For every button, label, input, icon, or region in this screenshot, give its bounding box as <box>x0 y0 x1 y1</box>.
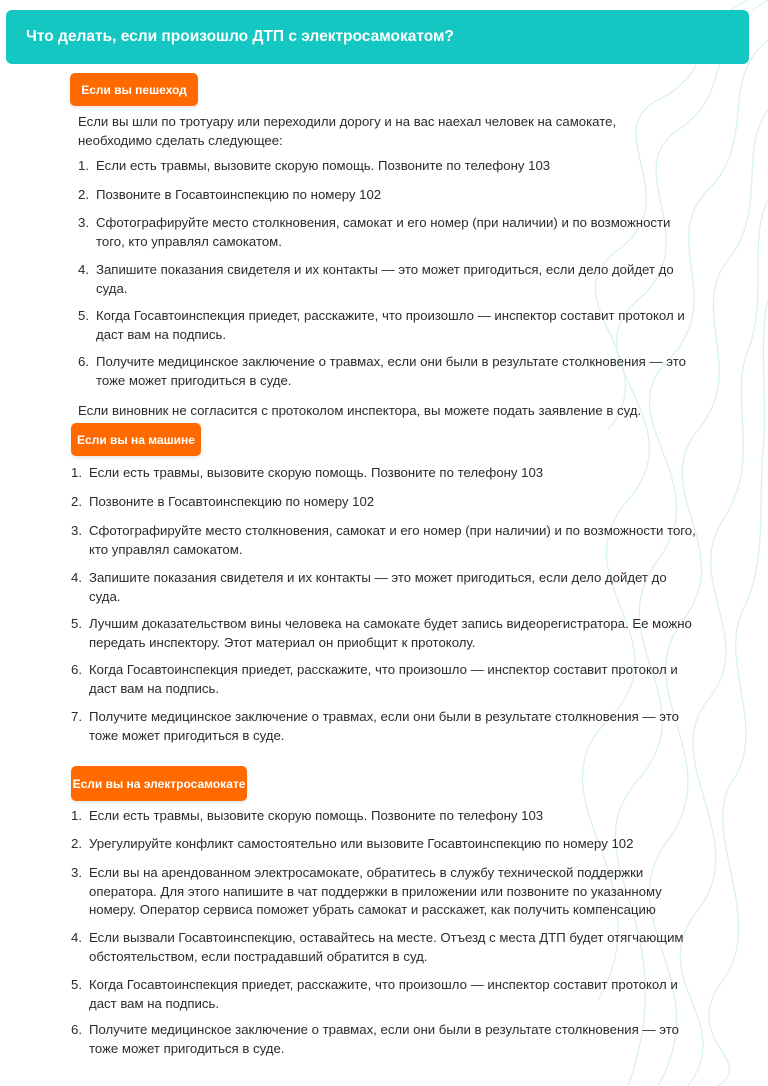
list-number: 1. <box>78 158 89 173</box>
list-number: 4. <box>71 930 82 945</box>
list-item: 7. Получите медицинское заключение о травмах, если они были в результате столкновения — это тоже может пригодиться в суде. <box>71 708 696 745</box>
list-item: 1. Если есть травмы, вызовите скорую помощь. Позвоните по телефону 103 <box>71 464 696 483</box>
tab-escooter: Если вы на электросамокате <box>71 766 247 801</box>
list-number: 6. <box>71 662 82 677</box>
list-number: 5. <box>71 616 82 631</box>
page-title: Что делать, если произошло ДТП с электросамокатом? <box>26 28 454 45</box>
list-item: 4. Запишите показания свидетеля и их контакты — это может пригодиться, если дело дойдет до суда. <box>71 569 696 606</box>
list-item: 4. Если вызвали Госавтоинспекцию, оставайтесь на месте. Отъезд с места ДТП будет отягчающим обстоятельством, если пострадавший обратится в суд. <box>71 929 696 966</box>
list-number: 6. <box>78 354 89 369</box>
list-item: 5. Лучшим доказательством вины человека на самокате будет запись видеорегистратора. Ее можно передать инспектору. Этот материал он приобщит к протоколу. <box>71 615 696 652</box>
tab-car: Если вы на машине <box>71 423 201 456</box>
list-number: 2. <box>71 836 82 851</box>
list-number: 4. <box>78 262 89 277</box>
list-item: 1. Если есть травмы, вызовите скорую помощь. Позвоните по телефону 103 <box>78 157 698 176</box>
list-item: 2. Позвоните в Госавтоинспекцию по номеру 102 <box>78 186 698 205</box>
tab-pedestrian: Если вы пешеход <box>70 73 198 106</box>
list-number: 1. <box>71 808 82 823</box>
list-item: 6. Получите медицинское заключение о травмах, если они были в результате столкновения — это тоже может пригодиться в суде. <box>71 1021 696 1058</box>
list-number: 2. <box>71 494 82 509</box>
list-number: 5. <box>78 308 89 323</box>
list-item: 3. Если вы на арендованном электросамокате, обратитесь в службу технической поддержки оператора. Для этого напишите в чат поддержки в приложении или позвоните по указанному номеру. Оператор сервиса поможет убрать самокат и расскажет, как получить компенсацию <box>71 864 696 920</box>
list-number: 5. <box>71 977 82 992</box>
list-number: 3. <box>71 523 82 538</box>
list-item: 2. Урегулируйте конфликт самостоятельно или вызовите Госавтоинспекцию по номеру 102 <box>71 835 696 854</box>
list-item: 5. Когда Госавтоинспекция приедет, расскажите, что произошло — инспектор составит протокол и даст вам на подпись. <box>71 976 696 1013</box>
list-number: 3. <box>78 215 89 230</box>
page-header <box>6 10 749 64</box>
section-pedestrian-outro: Если виновник не согласится с протоколом инспектора, вы можете подать заявление в суд. <box>78 403 642 418</box>
list-number: 4. <box>71 570 82 585</box>
list-item: 6. Получите медицинское заключение о травмах, если они были в результате столкновения — это тоже может пригодиться в суде. <box>78 353 698 390</box>
list-item: 2. Позвоните в Госавтоинспекцию по номеру 102 <box>71 493 696 512</box>
list-number: 7. <box>71 709 82 724</box>
list-number: 2. <box>78 187 89 202</box>
list-item: 6. Когда Госавтоинспекция приедет, расскажите, что произошло — инспектор составит протокол и даст вам на подпись. <box>71 661 696 698</box>
list-item: 1. Если есть травмы, вызовите скорую помощь. Позвоните по телефону 103 <box>71 807 696 826</box>
list-item: 4. Запишите показания свидетеля и их контакты — это может пригодиться, если дело дойдет до суда. <box>78 261 698 298</box>
list-item: 3. Сфотографируйте место столкновения, самокат и его номер (при наличии) и по возможности того, кто управлял самокатом. <box>71 522 696 559</box>
list-number: 3. <box>71 865 82 880</box>
section-pedestrian-intro: Если вы шли по тротуару или переходили дорогу и на вас наехал человек на самокате, необходимо сделать следующее: <box>78 114 617 148</box>
list-number: 6. <box>71 1022 82 1037</box>
list-item: 5. Когда Госавтоинспекция приедет, расскажите, что произошло — инспектор составит протокол и даст вам на подпись. <box>78 307 698 344</box>
list-item: 3. Сфотографируйте место столкновения, самокат и его номер (при наличии) и по возможности того, кто управлял самокатом. <box>78 214 698 251</box>
list-number: 1. <box>71 465 82 480</box>
